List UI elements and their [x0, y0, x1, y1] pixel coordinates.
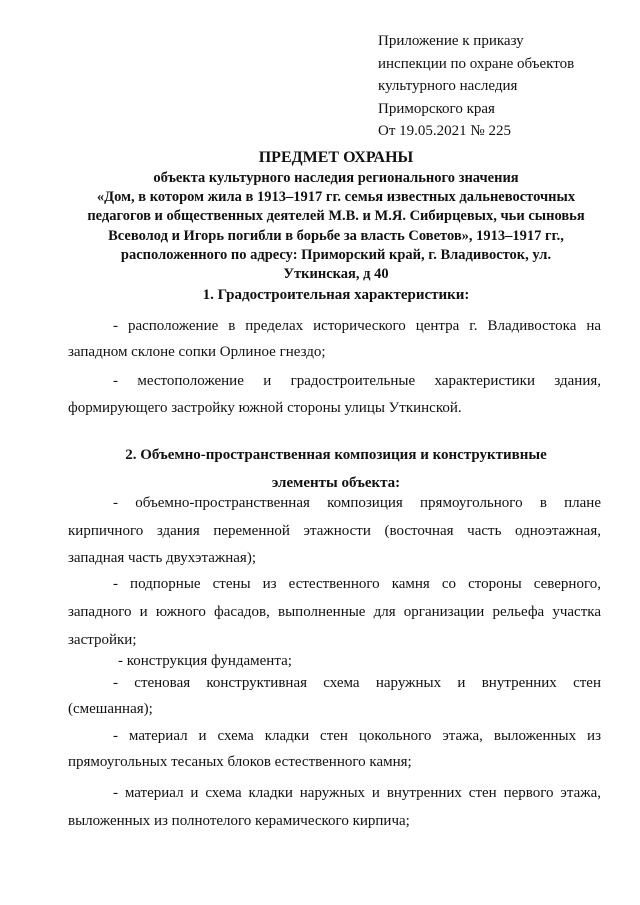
section-2-heading-line: элементы объекта: — [271, 475, 401, 491]
section-2-item-6 — [68, 779, 601, 835]
section-1-item-1 — [68, 313, 601, 365]
paragraph-line: западном склоне сопки Орлиное гнездо; — [68, 344, 326, 360]
paragraph-line: - местоположение и градостроительные характеристики здания, — [113, 373, 601, 389]
paragraph-line: - объемно-пространственная композиция прямоугольного в плане — [113, 495, 601, 511]
paragraph-line: (смешанная); — [68, 701, 153, 717]
appendix-line: культурного наследия — [378, 78, 518, 94]
section-1-heading: 1. Градостроительная характеристики: — [202, 287, 470, 303]
appendix-line: инспекции по охране объектов — [378, 55, 575, 72]
section-2-heading — [60, 441, 612, 497]
section-2-item-1 — [68, 490, 601, 573]
section-1-item-2 — [68, 368, 601, 422]
section-2-item-2 — [68, 570, 601, 654]
section-2-item-5 — [68, 723, 601, 775]
paragraph-line: - материал и схема кладки стен цокольного этажа, выложенных из — [113, 728, 601, 744]
paragraph-line: прямоугольных тесаных блоков естественного камня; — [68, 754, 412, 770]
paragraph-line: западная часть двухэтажная); — [68, 550, 256, 566]
paragraph-line: западного и южного фасадов, выполненные для организации рельефа участка — [68, 604, 601, 620]
title-block — [60, 148, 612, 284]
subtitle-line: Всеволод и Игорь погибли в борьбе за власть Советов», 1913–1917 гг., — [108, 227, 564, 244]
subtitle-line: «Дом, в котором жила в 1913–1917 гг. семья известных дальневосточных — [96, 189, 576, 206]
subtitle-line: объекта культурного наследия регионального значения — [153, 170, 519, 186]
paragraph-line: - подпорные стены из естественного камня со стороны северного, — [113, 576, 601, 592]
subtitle-line: педагогов и общественных деятелей М.В. и М.Я. Сибирцевых, чьи сыновья — [87, 208, 585, 225]
paragraph-line: - расположение в пределах исторического центра г. Владивостока на — [113, 318, 601, 334]
section-2-item-4 — [68, 670, 601, 722]
paragraph-line: формирующего застройку южной стороны улицы Уткинской. — [68, 400, 462, 416]
paragraph-line: выложенных из полнотелого керамического кирпича; — [68, 813, 410, 829]
appendix-line: Приложение к приказу — [378, 33, 524, 49]
subtitle-line: расположенного по адресу: Приморский край, г. Владивосток, ул. — [120, 246, 552, 263]
subtitle-line: Уткинская, д 40 — [283, 266, 389, 283]
appendix-note — [378, 30, 628, 143]
paragraph-line: застройки; — [68, 632, 137, 648]
section-2-heading-line: 2. Объемно-пространственная композиция и конструктивные — [125, 447, 547, 463]
appendix-line: Приморского края — [378, 100, 495, 117]
document-title: ПРЕДМЕТ ОХРАНЫ — [258, 149, 414, 166]
paragraph-line: - материал и схема кладки наружных и внутренних стен первого этажа, — [113, 785, 601, 801]
document-subtitle — [60, 169, 612, 284]
paragraph-line: - стеновая конструктивная схема наружных и внутренних стен — [113, 675, 601, 691]
paragraph-line: - конструкция фундамента; — [118, 653, 292, 669]
paragraph-line: кирпичного здания переменной этажности (восточная часть одноэтажная, — [68, 522, 601, 539]
appendix-line: От 19.05.2021 № 225 — [378, 123, 511, 139]
